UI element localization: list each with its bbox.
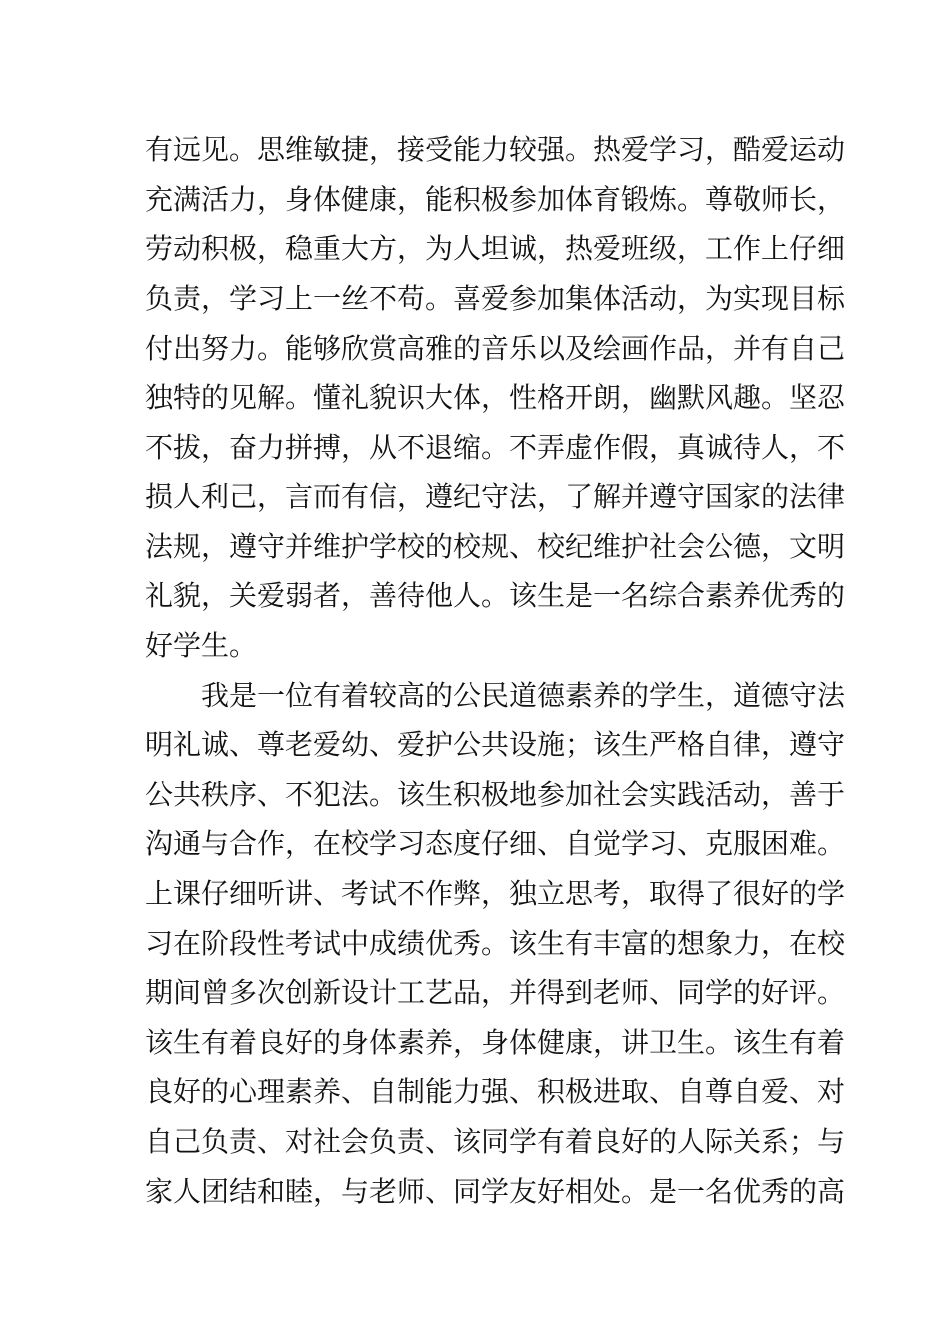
- paragraph-1-line-9: 法规，遵守并维护学校的校规、校纪维护社会公德，文明: [145, 530, 846, 563]
- paragraph-2-line-11: 家人团结和睦，与老师、同学友好相处。是一名优秀的高: [145, 1175, 846, 1208]
- paragraph-1-line-2: 充满活力，身体健康，能积极参加体育锻炼。尊敬师长，: [145, 183, 846, 216]
- paragraph-1-line-6: 独特的见解。懂礼貌识大体，性格开朗，幽默风趣。坚忍: [145, 381, 846, 414]
- paragraph-2-line-4: 沟通与合作，在校学习态度仔细、自觉学习、克服困难。: [145, 827, 846, 860]
- paragraph-1-line-5: 付出努力。能够欣赏高雅的音乐以及绘画作品，并有自己: [145, 332, 846, 365]
- paragraph-2-line-1: 我是一位有着较高的公民道德素养的学生，道德守法: [201, 679, 846, 712]
- paragraph-2-line-3: 公共秩序、不犯法。该生积极地参加社会实践活动，善于: [145, 778, 846, 811]
- paragraph-1-line-7: 不拔，奋力拼搏，从不退缩。不弄虚作假，真诚待人，不: [145, 431, 846, 464]
- paragraph-1-line-10: 礼貌，关爱弱者，善待他人。该生是一名综合素养优秀的: [145, 579, 846, 612]
- paragraph-1-line-11: 好学生。: [145, 629, 258, 662]
- paragraph-2-line-2: 明礼诚、尊老爱幼、爱护公共设施；该生严格自律，遵守: [145, 728, 846, 761]
- paragraph-2-line-9: 良好的心理素养、自制能力强、积极进取、自尊自爱、对: [145, 1075, 846, 1108]
- paragraph-2-line-10: 自己负责、对社会负责、该同学有着良好的人际关系；与: [145, 1125, 846, 1158]
- paragraph-1-line-4: 负责，学习上一丝不苟。喜爱参加集体活动，为实现目标: [145, 282, 846, 315]
- paragraph-2-line-7: 期间曾多次创新设计工艺品，并得到老师、同学的好评。: [145, 976, 846, 1009]
- paragraph-1-line-1: 有远见。思维敏捷，接受能力较强。热爱学习，酷爱运动: [145, 133, 846, 166]
- paragraph-2-line-6: 习在阶段性考试中成绩优秀。该生有丰富的想象力，在校: [145, 927, 846, 960]
- paragraph-1-line-8: 损人利己，言而有信，遵纪守法，了解并遵守国家的法律: [145, 480, 846, 513]
- paragraph-2-line-8: 该生有着良好的身体素养，身体健康，讲卫生。该生有着: [145, 1026, 846, 1059]
- paragraph-2-line-5: 上课仔细听讲、考试不作弊，独立思考，取得了很好的学: [145, 877, 846, 910]
- paragraph-1-line-3: 劳动积极，稳重大方，为人坦诚，热爱班级，工作上仔细: [145, 232, 846, 265]
